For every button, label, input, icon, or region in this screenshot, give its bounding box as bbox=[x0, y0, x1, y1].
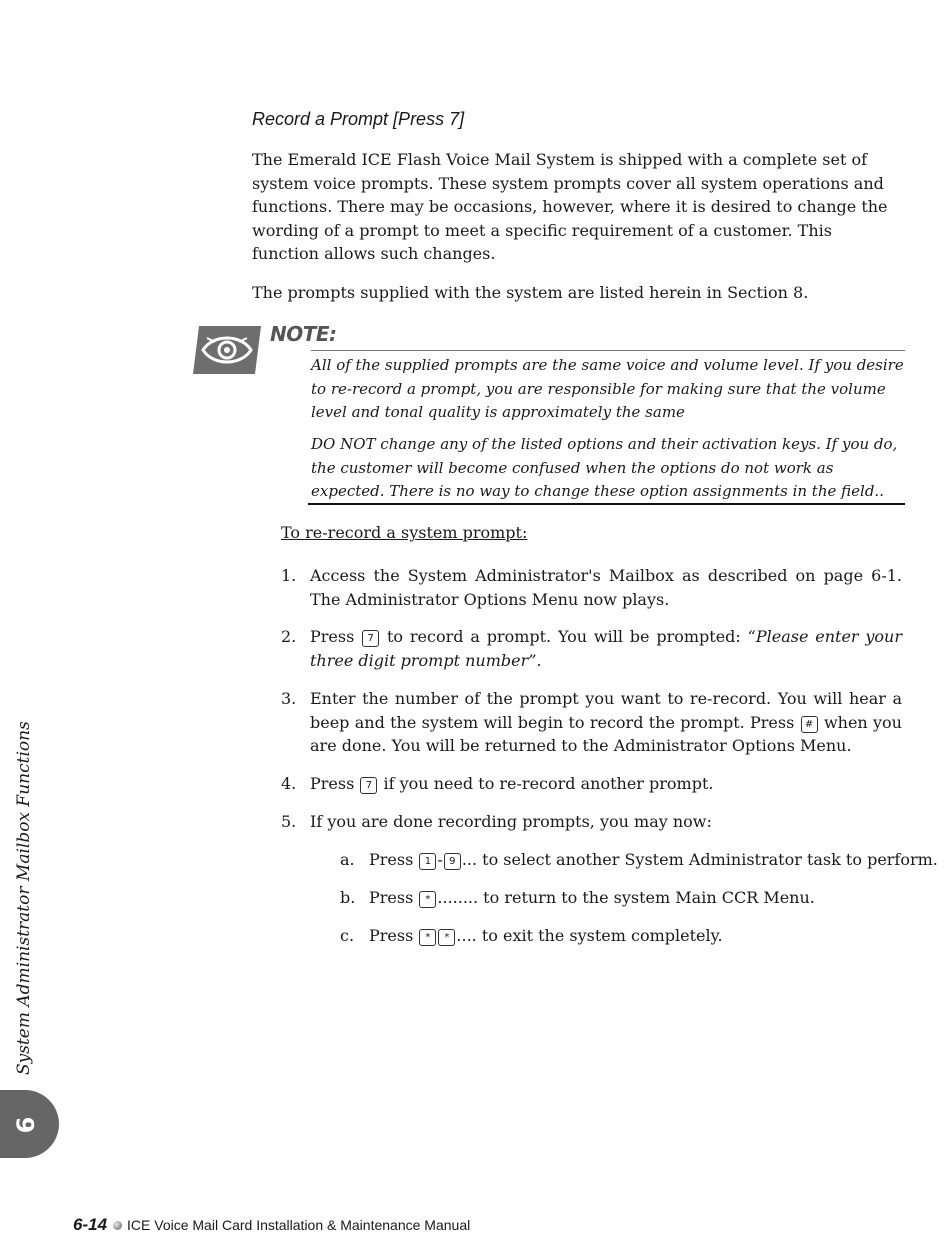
substep-text bbox=[369, 886, 815, 910]
substep-pre-text: Press bbox=[369, 850, 414, 869]
substep-letter: b. bbox=[340, 888, 356, 907]
step-text bbox=[310, 772, 902, 796]
chapter-side-title: System Administrator Mailbox Functions bbox=[14, 721, 34, 1075]
key-hash-icon: # bbox=[801, 716, 818, 733]
step-number: 4. bbox=[281, 774, 297, 793]
step-text: Access the System Administrator's Mailbox as described on page 6-1. The Administrator Options Menu now plays. bbox=[310, 566, 902, 609]
substep-post-text: ... to select another System Administrator task to perform. bbox=[461, 850, 938, 869]
page-number: 6-14 bbox=[73, 1215, 108, 1234]
substep-pre-text: Press bbox=[369, 888, 414, 907]
step-pre-text: Enter the number of the prompt you want to re-record. You will hear a beep and the system will begin to record the prompt. Press bbox=[310, 689, 902, 732]
bullet-dot-icon bbox=[113, 1221, 122, 1230]
key-star-icon: * bbox=[419, 929, 436, 946]
key-7-icon: 7 bbox=[362, 630, 379, 647]
chapter-number: 6 bbox=[12, 1116, 40, 1134]
step-number: 2. bbox=[281, 627, 297, 646]
step-pre-text: Press bbox=[310, 627, 355, 646]
substep-letter: c. bbox=[340, 926, 355, 945]
substep-post-text: ........ to return to the system Main CCR Menu. bbox=[437, 888, 815, 907]
step-number: 1. bbox=[281, 566, 297, 585]
intro-paragraph: The Emerald ICE Flash Voice Mail System is shipped with a complete set of system voice prompts. These system prompts cover all system operations and functions. There may be occasions, however, where it is desired to change the wording of a prompt to meet a specific requirement of a customer. This function allows such changes. bbox=[252, 150, 888, 263]
note-label: NOTE: bbox=[270, 322, 337, 346]
substep-text bbox=[369, 924, 723, 948]
substep-pre-text: Press bbox=[369, 926, 414, 945]
step-number: 5. bbox=[281, 812, 297, 831]
manual-title: ICE Voice Mail Card Installation & Maintenance Manual bbox=[127, 1217, 471, 1233]
substep-post-text: .... to exit the system completely. bbox=[456, 926, 723, 945]
procedure-title: To re-record a system prompt: bbox=[281, 523, 528, 542]
step-text: If you are done recording prompts, you may now: bbox=[310, 812, 712, 831]
key-star-icon: * bbox=[438, 929, 455, 946]
substep-text bbox=[369, 848, 938, 872]
section-heading: Record a Prompt [Press 7] bbox=[252, 109, 465, 129]
section-reference-paragraph: The prompts supplied with the system are listed herein in Section 8. bbox=[252, 283, 809, 302]
key-1-icon: 1 bbox=[419, 853, 436, 870]
step-pre-text: Press bbox=[310, 774, 355, 793]
step-post-text: to record a prompt. You will be prompted: bbox=[387, 627, 741, 646]
step-text bbox=[310, 687, 902, 758]
key-range-separator: - bbox=[437, 850, 443, 869]
prompt-quote: “Please enter your three digit prompt number”. bbox=[310, 627, 903, 670]
key-star-icon: * bbox=[419, 891, 436, 908]
note-paragraph-volume: All of the supplied prompts are the same voice and volume level. If you desire to re-record a prompt, you are responsible for making sure that the volume level and tonal quality is approximately the same bbox=[311, 356, 904, 421]
note-bottom-rule bbox=[308, 503, 905, 505]
note-top-rule bbox=[311, 350, 905, 351]
substep-letter: a. bbox=[340, 850, 355, 869]
key-9-icon: 9 bbox=[444, 853, 461, 870]
step-post-text: when you are done. You will be returned to the Administrator Options Menu. bbox=[310, 712, 902, 755]
key-7-icon: 7 bbox=[360, 777, 377, 794]
step-number: 3. bbox=[281, 689, 297, 708]
note-paragraph-warning: DO NOT change any of the listed options and their activation keys. If you do, the customer will become confused when the options do not work as expected. There is no way to change these option assignments in the field.. bbox=[311, 435, 898, 500]
step-text bbox=[310, 625, 902, 672]
eye-icon bbox=[193, 326, 261, 374]
page-footer bbox=[73, 1215, 470, 1235]
step-post-text: if you need to re-record another prompt. bbox=[383, 774, 714, 793]
